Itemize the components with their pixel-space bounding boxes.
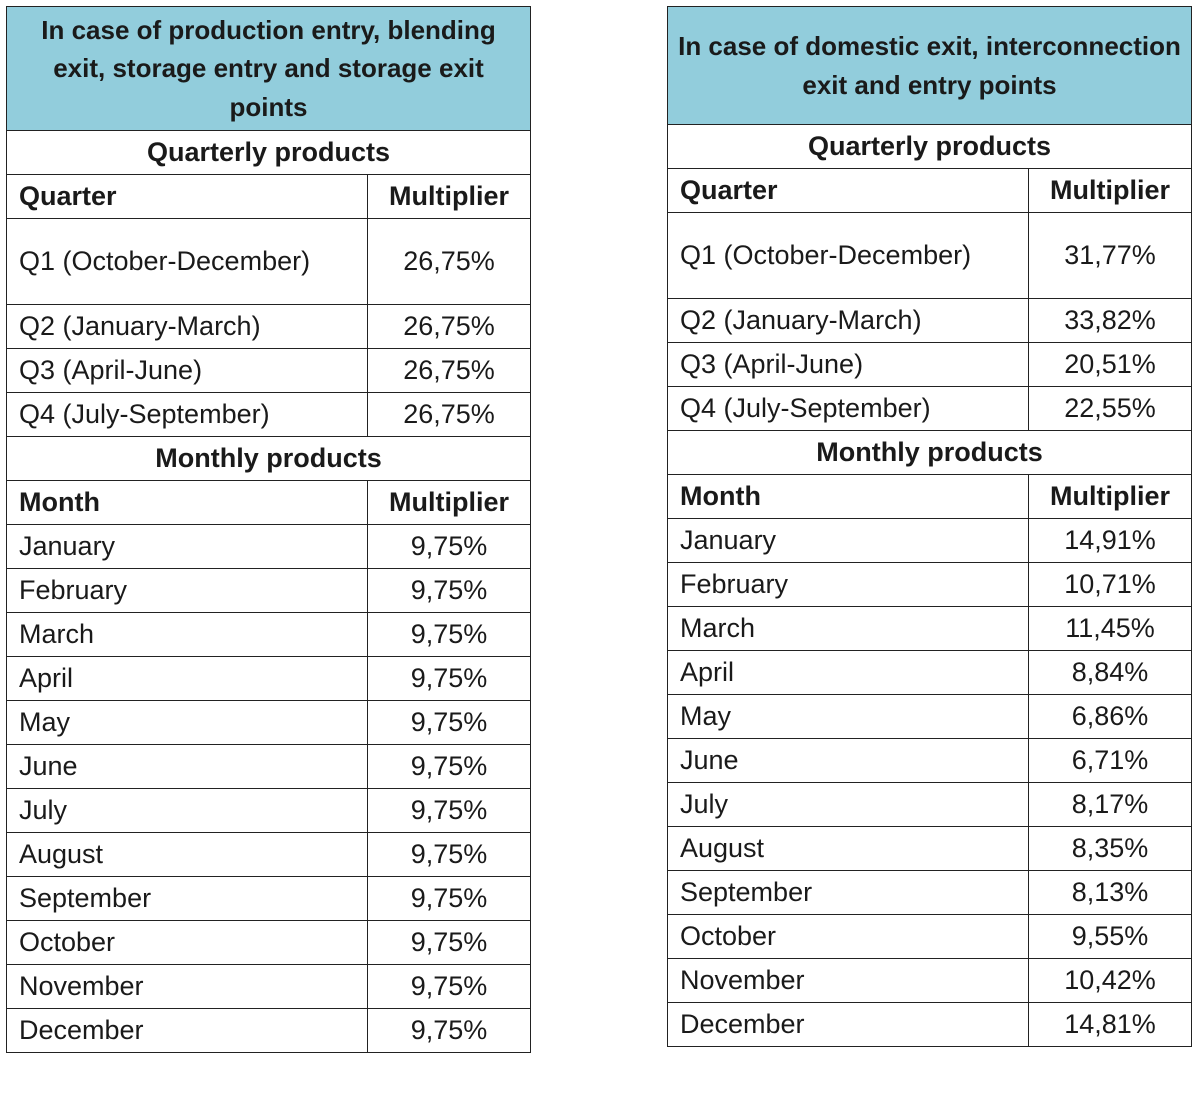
multiplier-value: 9,75% (368, 921, 531, 965)
table-header: In case of production entry, blending exit, storage entry and storage exit points (7, 7, 531, 131)
table-row (7, 745, 531, 789)
quarter-column-header: Quarter (7, 175, 368, 219)
table-row (668, 871, 1192, 915)
table-row (7, 921, 531, 965)
monthly-section-title: Monthly products (7, 437, 531, 481)
monthly-section-title: Monthly products (668, 431, 1192, 475)
quarter-label: Q1 (October-December) (668, 213, 1029, 299)
table-row (7, 349, 531, 393)
quarter-label: Q4 (July-September) (7, 393, 368, 437)
table-row (668, 783, 1192, 827)
month-label: November (7, 965, 368, 1009)
table-row (7, 569, 531, 613)
month-label: June (668, 739, 1029, 783)
table-row (668, 695, 1192, 739)
multiplier-value: 26,75% (368, 219, 531, 305)
table-row (668, 563, 1192, 607)
multiplier-value: 26,75% (368, 349, 531, 393)
multiplier-value: 9,75% (368, 745, 531, 789)
quarterly-section-title: Quarterly products (7, 131, 531, 175)
month-label: October (668, 915, 1029, 959)
table-row (668, 651, 1192, 695)
table-row (668, 519, 1192, 563)
quarterly-section-title: Quarterly products (668, 125, 1192, 169)
multiplier-column-header: Multiplier (368, 175, 531, 219)
month-label: January (7, 525, 368, 569)
multiplier-column-header: Multiplier (1029, 475, 1192, 519)
month-column-header: Month (7, 481, 368, 525)
month-label: July (668, 783, 1029, 827)
month-label: June (7, 745, 368, 789)
month-label: January (668, 519, 1029, 563)
multiplier-value: 14,81% (1029, 1003, 1192, 1047)
multiplier-value: 33,82% (1029, 299, 1192, 343)
multiplier-value: 8,35% (1029, 827, 1192, 871)
multiplier-value: 22,55% (1029, 387, 1192, 431)
table-header: In case of domestic exit, interconnection exit and entry points (668, 7, 1192, 125)
month-label: October (7, 921, 368, 965)
table-row (668, 959, 1192, 1003)
month-label: July (7, 789, 368, 833)
table-row (668, 1003, 1192, 1047)
multiplier-value: 9,75% (368, 1009, 531, 1053)
multiplier-value: 31,77% (1029, 213, 1192, 299)
multiplier-value: 8,17% (1029, 783, 1192, 827)
table-row (7, 305, 531, 349)
month-label: May (7, 701, 368, 745)
multiplier-value: 9,75% (368, 789, 531, 833)
multiplier-value: 9,55% (1029, 915, 1192, 959)
multiplier-value: 8,13% (1029, 871, 1192, 915)
multiplier-value: 14,91% (1029, 519, 1192, 563)
month-label: September (7, 877, 368, 921)
table-row (7, 701, 531, 745)
quarter-column-header: Quarter (668, 169, 1029, 213)
multiplier-value: 6,71% (1029, 739, 1192, 783)
multiplier-value: 6,86% (1029, 695, 1192, 739)
table-row (7, 525, 531, 569)
multiplier-value: 9,75% (368, 877, 531, 921)
multiplier-column-header: Multiplier (1029, 169, 1192, 213)
table-row (7, 1009, 531, 1053)
multiplier-value: 26,75% (368, 393, 531, 437)
table-row (668, 739, 1192, 783)
multiplier-value: 9,75% (368, 965, 531, 1009)
multiplier-value: 20,51% (1029, 343, 1192, 387)
table-row (668, 827, 1192, 871)
table-row (7, 657, 531, 701)
quarter-label: Q4 (July-September) (668, 387, 1029, 431)
table-row (7, 219, 531, 305)
table-row (668, 915, 1192, 959)
table-row (7, 789, 531, 833)
multiplier-value: 10,42% (1029, 959, 1192, 1003)
quarter-label: Q3 (April-June) (668, 343, 1029, 387)
multiplier-column-header: Multiplier (368, 481, 531, 525)
month-label: March (668, 607, 1029, 651)
quarter-label: Q2 (January-March) (668, 299, 1029, 343)
month-label: February (7, 569, 368, 613)
table-row (7, 877, 531, 921)
quarter-label: Q3 (April-June) (7, 349, 368, 393)
month-label: December (7, 1009, 368, 1053)
table-row (7, 613, 531, 657)
quarter-label: Q1 (October-December) (7, 219, 368, 305)
month-column-header: Month (668, 475, 1029, 519)
multiplier-value: 8,84% (1029, 651, 1192, 695)
quarter-label: Q2 (January-March) (7, 305, 368, 349)
table-row (7, 393, 531, 437)
month-label: April (7, 657, 368, 701)
table-row (668, 343, 1192, 387)
multiplier-value: 26,75% (368, 305, 531, 349)
multiplier-value: 9,75% (368, 701, 531, 745)
table-row (668, 387, 1192, 431)
month-label: March (7, 613, 368, 657)
month-label: September (668, 871, 1029, 915)
month-label: August (668, 827, 1029, 871)
multiplier-value: 10,71% (1029, 563, 1192, 607)
month-label: February (668, 563, 1029, 607)
multiplier-value: 9,75% (368, 525, 531, 569)
production-multiplier-table (6, 6, 531, 1053)
table-row (7, 833, 531, 877)
multiplier-value: 9,75% (368, 569, 531, 613)
month-label: May (668, 695, 1029, 739)
month-label: April (668, 651, 1029, 695)
multiplier-value: 9,75% (368, 657, 531, 701)
month-label: November (668, 959, 1029, 1003)
table-row (668, 213, 1192, 299)
multiplier-value: 9,75% (368, 613, 531, 657)
multiplier-value: 9,75% (368, 833, 531, 877)
table-row (668, 299, 1192, 343)
multiplier-value: 11,45% (1029, 607, 1192, 651)
table-row (7, 965, 531, 1009)
table-row (668, 607, 1192, 651)
domestic-multiplier-table (667, 6, 1192, 1047)
month-label: August (7, 833, 368, 877)
month-label: December (668, 1003, 1029, 1047)
